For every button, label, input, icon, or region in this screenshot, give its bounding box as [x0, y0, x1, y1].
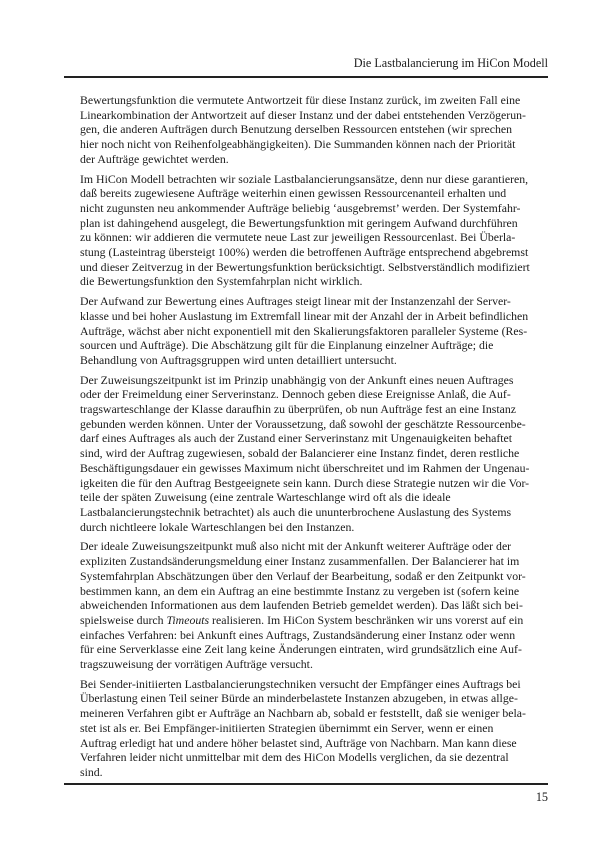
paragraph — [80, 677, 556, 780]
paragraph — [80, 294, 556, 368]
text-line: Systemfahrplan Abschätzungen über den Verlauf der Bearbeitung, sodaß er den Zeitpunkt vor- — [80, 568, 526, 583]
text-line: klasse und bei hoher Auslastung im Extremfall linear mit der Anzahl der in Arbeit befindlichen — [80, 308, 529, 323]
text-line: expliziten Zustandsänderungsmeldung einer Instanz zusammenfallen. Der Balancierer hat im — [80, 554, 520, 569]
text-line: Bei Sender-initiierten Lastbalancierungstechniken versucht der Empfänger eines Auftrags bei — [80, 676, 521, 691]
text-line: tragszuweisung der vorrätigen Aufträge versucht. — [80, 657, 313, 672]
text-line: tragswarteschlange der Klasse daraufhin zu überprüfen, ob nun Aufträge fest an eine Instanz — [80, 402, 516, 417]
header-rule — [64, 76, 548, 78]
page-number: 15 — [535, 790, 548, 804]
text-line: hier noch nicht von Reihenfolgeabhängigkeiten). Die Summanden können nach der Priorität — [80, 137, 516, 152]
text-line: Der Aufwand zur Bewertung eines Auftrages steigt linear mit der Instanzenzahl der Server- — [80, 294, 511, 309]
text-line: Bewertungsfunktion die vermutete Antwortzeit für diese Instanz zurück, im zweiten Fall eine — [80, 93, 521, 107]
text-line: Überlastung einen Teil seiner Bürde an minderbelastete Instanzen abzugeben, in etwas allge- — [80, 691, 518, 706]
text-line: sind, wird der Auftrag zugewiesen, sobald der Balancierer eine Instanz findet, deren restliche — [80, 446, 520, 461]
footer-rule — [64, 783, 548, 785]
text-line: stet ist als er. Bei Empfänger-initiierten Strategien übernimmt ein Server, wenn er einen — [80, 720, 494, 735]
text-line: Im HiCon Modell betrachten wir soziale Lastbalancierungsansätze, denn nur diese garantieren, — [80, 171, 529, 186]
text-line: bestimmen kann, an dem ein Auftrag an eine bestimmte Instanz zu vergeben ist (sofern keine — [80, 583, 520, 598]
text-line: darf eines Auftrages als auch der Zustand einer Serverinstanz mit Ungenauigkeiten behaftet — [80, 431, 513, 446]
text-line: daß bereits zugewiesene Aufträge weiterhin einen gewissen Ressourcenanteil erhalten und — [80, 186, 507, 201]
text-line: plan ist dahingehend ausgelegt, die Bewertungsfunktion mit geringem Aufwand durchführen — [80, 215, 518, 230]
text-line: meineren Verfahren gibt er Aufträge an Nachbarn ab, sobald er feststellt, daß sie weniger bela- — [80, 706, 526, 721]
running-header-title: Die Lastbalancierung im HiCon Modell — [353, 56, 548, 70]
text-line: abweichenden Informationen aus dem laufenden Betrieb gemeldet werden). Das läßt sich bei- — [80, 598, 523, 613]
text-line: Behandlung von Auftragsgruppen wird unten detailliert untersucht. — [80, 352, 397, 367]
text-line: Verfahren leider nicht unmittelbar mit dem des HiCon Modells verglichen, da sie dezentral — [80, 750, 509, 765]
text-line: Beschäftigungsdauer ein gewisses Maximum nicht überschreitet und im Rahmen der Ungenau- — [80, 460, 530, 475]
text-line: teile der späten Zuweisung (eine zentrale Warteschlange wird oft als die ideale — [80, 490, 451, 505]
text-line: Der ideale Zuweisungszeitpunkt muß also nicht mit der Ankunft weiterer Aufträge oder der — [80, 539, 512, 554]
text-line: Der Zuweisungszeitpunkt ist im Prinzip unabhängig von der Ankunft eines neuen Auftrages — [80, 372, 514, 387]
paragraph — [80, 93, 556, 167]
text-line: die Bewertungsfunktion den Systemfahrplan nicht wirklich. — [80, 274, 363, 289]
paragraph — [80, 172, 556, 290]
text-line: Lastbalancierungstechnik betrachtet) als auch die ununterbrochene Auslastung des Systems — [80, 504, 512, 519]
text-line: stung (Lasteintrag übersteigt 100%) werden die betroffenen Aufträge entsprechend abgebremst — [80, 245, 529, 260]
paragraph — [80, 539, 556, 671]
text-line: Auftrag erledigt hat und andere höher belastet sind, Aufträge von Nachbarn. Man kann diese — [80, 735, 517, 750]
text-line: gen, die anderen Aufträgen durch Benutzung derselben Ressourcen entstehen (wir sprechen — [80, 122, 513, 137]
text-line: sind. — [80, 764, 103, 779]
text-line: durch nichtleere lokale Warteschlangen bei den Instanzen. — [80, 519, 355, 534]
text-line: spielsweise durch Timeouts realisieren. Im HiCon System beschränken wir uns vorerst auf ein — [80, 612, 524, 627]
text-line: igkeiten die für den Auftrag Bestgeeignete sein kann. Durch diese Strategie nutzen wir die Vor- — [80, 475, 530, 490]
text-line: gebunden werden können. Unter der Voraussetzung, daß sowohl der geschätzte Ressourcenbe- — [80, 416, 526, 431]
text-line: nicht zugunsten neu ankommender Aufträge beliebig ‘ausgebremst’ werden. Der Systemfahr- — [80, 200, 521, 215]
text-line: und dieser Zeitverzug in der Bewertungsfunktion berücksichtigt. Selbstverständlich modifiziert — [80, 259, 530, 274]
paragraph — [80, 373, 556, 535]
text-block — [80, 93, 556, 785]
text-line: sourcen und Aufträge). Die Abschätzung gilt für die Einplanung einzelner Aufträge; die — [80, 338, 494, 353]
text-line: für eine Serverklasse eine Zeit lang keine Änderungen eintraten, wird grundsätzlich eine Auf- — [80, 642, 522, 657]
text-line: zu können: wir addieren die vermutete neue Last zur jeweiligen Ressourcenlast. Bei Überla- — [80, 230, 516, 245]
text-line: der Aufträge gewichtet werden. — [80, 151, 229, 166]
text-line: oder der Freimeldung einer Serverinstanz. Dennoch geben diese Ereignisse Anlaß, die Auf- — [80, 387, 511, 402]
text-line: Linearkombination der Antwortzeit auf dieser Instanz und der dabei entstehenden Verzögerun- — [80, 107, 526, 122]
text-line: Aufträge, wächst aber nicht exponentiell mit den Skalierungsfaktoren paralleler Systeme (Res- — [80, 323, 528, 338]
text-line: einfaches Verfahren: bei Ankunft eines Auftrags, Zustandsänderung einer Instanz oder wenn — [80, 627, 516, 642]
